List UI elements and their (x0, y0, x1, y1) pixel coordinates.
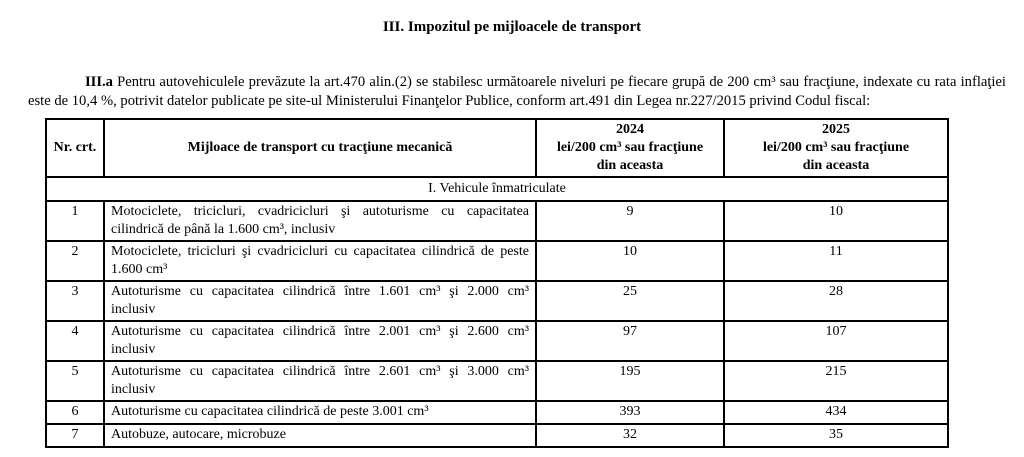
header-nr-crt: Nr. crt. (46, 119, 104, 177)
table-header-row (46, 119, 948, 177)
row-value-2024: 10 (536, 241, 724, 281)
table-row (46, 401, 948, 424)
row-value-2025: 10 (724, 201, 948, 241)
row-value-2025: 11 (724, 241, 948, 281)
table-row (46, 281, 948, 321)
row-number: 2 (46, 241, 104, 281)
section-label: I. Vehicule înmatriculate (46, 177, 948, 201)
section-row (46, 177, 948, 201)
row-value-2024: 9 (536, 201, 724, 241)
row-value-2024: 195 (536, 361, 724, 401)
row-value-2024: 97 (536, 321, 724, 361)
tax-rates-table (45, 118, 949, 448)
row-number: 3 (46, 281, 104, 321)
row-description: Motociclete, tricicluri, cvadricicluri şi autoturisme cu capacitatea cilindrică de până la 1.600 cm³, inclusiv (104, 201, 536, 241)
row-number: 4 (46, 321, 104, 361)
table-row (46, 241, 948, 281)
row-description: Autoturisme cu capacitatea cilindrică de peste 3.001 cm³ (104, 401, 536, 424)
intro-lead: III.a (85, 73, 113, 90)
row-description: Motociclete, tricicluri şi cvadricicluri cu capacitatea cilindrică de peste 1.600 cm³ (104, 241, 536, 281)
table-row (46, 201, 948, 241)
intro-paragraph (28, 73, 1006, 112)
row-value-2025: 35 (724, 424, 948, 447)
intro-text: Pentru autovehiculele prevăzute la art.470 alin.(2) se stabilesc următoarele niveluri pe fiecare grupă de 200 cm³ sau fracţiune, indexate cu rata inflaţiei este de 10,4 %, potrivit datelor publicate pe site-ul Ministerului Finanţelor Publice, conform art.491 din Legea nr.227/2015 privind Codul fiscal: (28, 73, 1006, 110)
header-2024-unit2: din aceasta (596, 158, 664, 173)
header-vehicle-type: Mijloace de transport cu tracţiune mecanică (104, 119, 536, 177)
row-description: Autoturisme cu capacitatea cilindrică între 2.001 cm³ şi 2.600 cm³ inclusiv (104, 321, 536, 361)
row-value-2025: 215 (724, 361, 948, 401)
table-row (46, 321, 948, 361)
row-value-2025: 107 (724, 321, 948, 361)
row-description: Autoturisme cu capacitatea cilindrică între 1.601 cm³ şi 2.000 cm³ inclusiv (104, 281, 536, 321)
row-description: Autobuze, autocare, microbuze (104, 424, 536, 447)
header-2025-unit: lei/200 cm³ sau fracţiune (762, 140, 910, 155)
header-2024 (536, 119, 724, 177)
header-2024-year: 2024 (616, 122, 644, 137)
row-value-2025: 434 (724, 401, 948, 424)
row-value-2024: 393 (536, 401, 724, 424)
row-description: Autoturisme cu capacitatea cilindrică între 2.601 cm³ şi 3.000 cm³ inclusiv (104, 361, 536, 401)
row-value-2025: 28 (724, 281, 948, 321)
table-row (46, 361, 948, 401)
row-number: 6 (46, 401, 104, 424)
row-value-2024: 32 (536, 424, 724, 447)
row-number: 5 (46, 361, 104, 401)
row-value-2024: 25 (536, 281, 724, 321)
header-2025-unit2: din aceasta (802, 158, 870, 173)
document-title: III. Impozitul pe mijloacele de transport (382, 19, 642, 35)
row-number: 7 (46, 424, 104, 447)
header-2025 (724, 119, 948, 177)
header-2024-unit: lei/200 cm³ sau fracţiune (556, 140, 704, 155)
table-row (46, 424, 948, 447)
header-2025-year: 2025 (822, 122, 850, 137)
row-number: 1 (46, 201, 104, 241)
